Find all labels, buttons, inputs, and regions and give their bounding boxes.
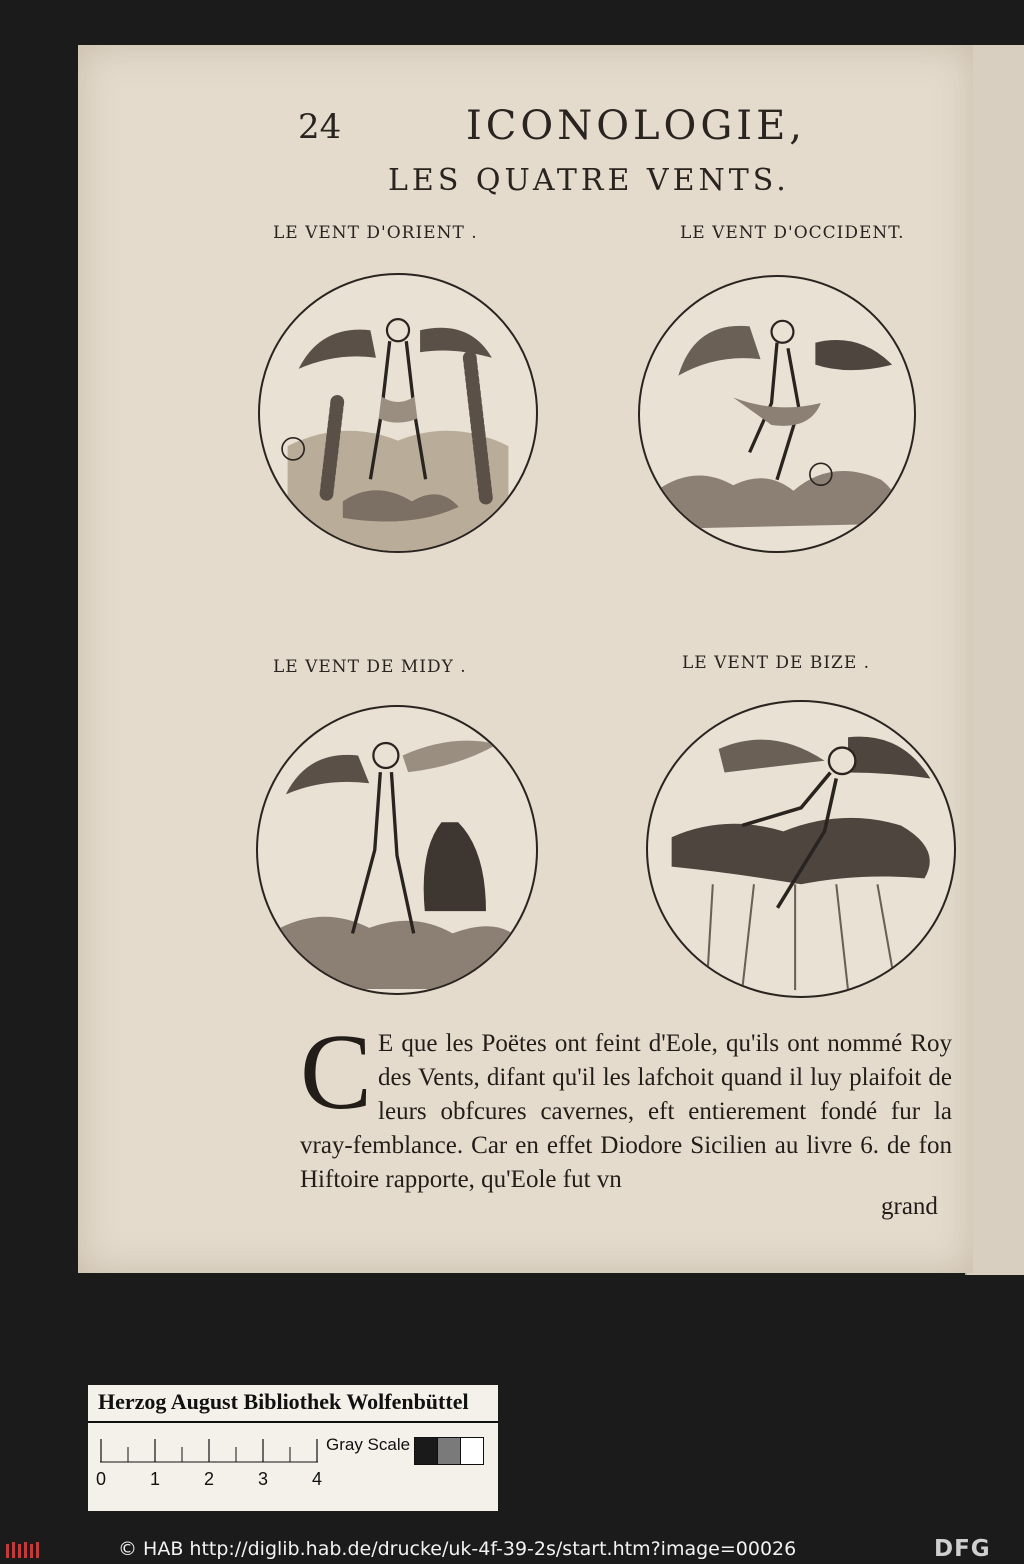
- gray-swatch-black: [414, 1437, 438, 1465]
- plate-caption-bize: LE VENT DE BIZE .: [682, 653, 871, 673]
- color-calibration-label: [88, 1385, 498, 1511]
- running-head: ICONOLOGIE,: [466, 103, 807, 149]
- dfg-logo: DFG: [934, 1536, 991, 1562]
- facing-page-edge: [965, 45, 1024, 1275]
- ruler-number: 4: [312, 1469, 323, 1489]
- catchword: grand: [881, 1193, 938, 1220]
- page-number: 24: [298, 107, 342, 147]
- hab-logo-icon: [4, 1540, 46, 1560]
- ruler-number: 3: [258, 1469, 269, 1489]
- plate-caption-occident: LE VENT D'OCCIDENT.: [680, 223, 905, 243]
- ruler-number: 2: [204, 1469, 215, 1489]
- body-paragraph: [300, 1013, 952, 1197]
- footer-bar: [0, 1535, 1024, 1564]
- gray-swatch-mid: [437, 1437, 461, 1465]
- book-page: [78, 45, 973, 1273]
- paragraph-text: E que les Poëtes ont feint d'Eole, qu'ils ont nommé Roy des Vents, difant qu'il les lafchoit quand il luy plaifoit de leurs obfcures cavernes, eft entierement fondé fur la vray-femblance. Car en effet Diodore Sicilien au livre 6. de fon Hiftoire rapporte, qu'Eole fut vn: [300, 1030, 952, 1193]
- ruler-number: 0: [96, 1469, 107, 1489]
- measurement-ruler: [100, 1437, 318, 1463]
- ruler-number: 1: [150, 1469, 161, 1489]
- plate-caption-midy: LE VENT DE MIDY .: [273, 657, 467, 677]
- gray-swatch-white: [460, 1437, 484, 1465]
- engraving-orient: [258, 273, 538, 553]
- footer-credit-link[interactable]: © HAB http://diglib.hab.de/drucke/uk-4f-39-2s/start.htm?image=00026: [118, 1538, 797, 1560]
- engraving-midy: [256, 705, 538, 995]
- drop-cap: C: [300, 1013, 373, 1132]
- section-title: LES QUATRE VENTS.: [388, 163, 790, 198]
- engraving-bize: [646, 700, 956, 998]
- library-name: Herzog August Bibliothek Wolfenbüttel: [98, 1389, 469, 1414]
- plate-caption-orient: LE VENT D'ORIENT .: [273, 223, 478, 243]
- label-divider: [88, 1421, 498, 1423]
- gray-scale-label: Gray Scale: [326, 1435, 411, 1454]
- engraving-occident: [638, 275, 916, 553]
